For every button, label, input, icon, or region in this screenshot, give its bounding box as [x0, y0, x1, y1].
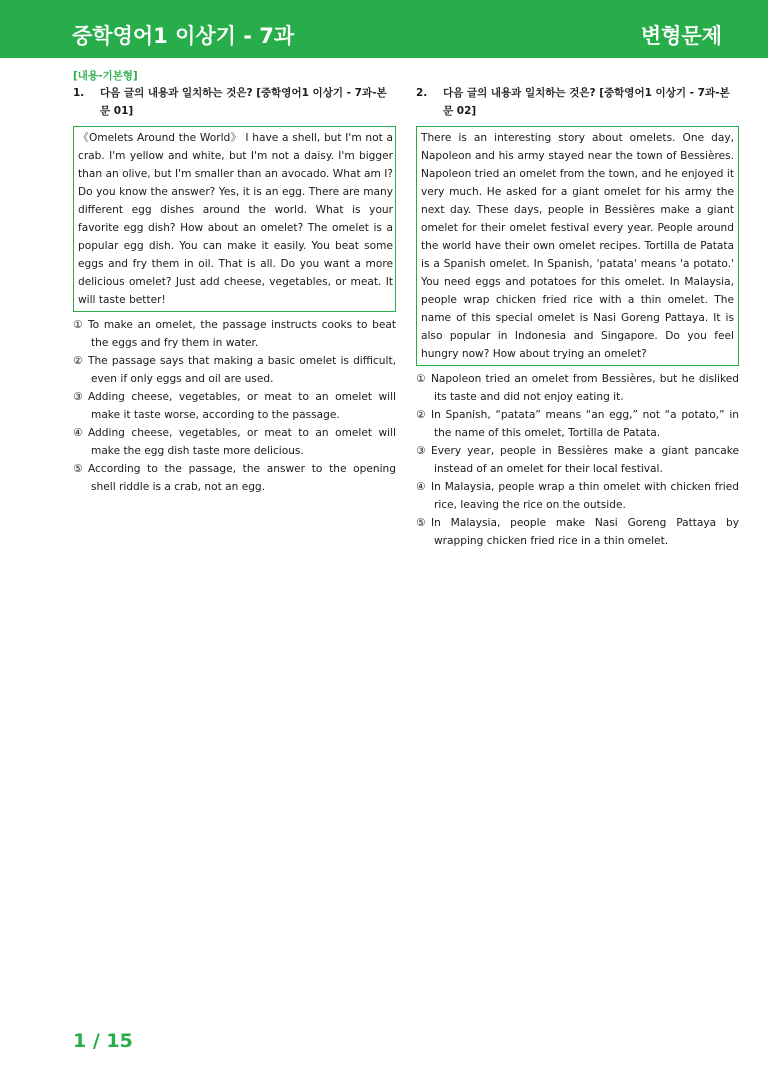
question-1 — [73, 84, 396, 512]
question-number: 1. — [73, 87, 85, 99]
question-header — [416, 84, 739, 120]
option-marker: ⑤ — [416, 517, 426, 529]
document-title: 중학영어1 이상기 - 7과 — [72, 24, 295, 48]
option-text: In Malaysia, people wrap a thin omelet with chicken fried rice, leaving the rice on the outside. — [431, 481, 739, 511]
answer-option[interactable] — [416, 514, 739, 550]
answer-option[interactable] — [416, 442, 739, 478]
option-marker: ② — [416, 409, 426, 421]
option-marker: ② — [73, 355, 83, 367]
option-text: Every year, people in Bessières make a giant pancake instead of an omelet for their local festival. — [431, 445, 739, 475]
question-prompt: 다음 글의 내용과 일치하는 것은? [중학영어1 이상기 - 7과-본문 01] — [100, 87, 387, 117]
option-text: Napoleon tried an omelet from Bessières, but he disliked its taste and did not enjoy eating it. — [431, 373, 739, 403]
page-number: 1 / 15 — [73, 1030, 133, 1052]
passage-box: There is an interesting story about omelets. One day, Napoleon and his army stayed near the town of Bessières. Napoleon tried an omelet from the town, and he enjoyed it very much. He asked for a giant omelet for his army the next day. These days, people in Bessières make a giant omelet for their omelet festival every year. People around the world have their own omelet recipes. Tortilla de Patata is a Spanish omelet. In Spanish, 'patata' means 'a potato.' You need eggs and potatoes for this omelet. In Malaysia, people wrap chicken fried rice with a thin omelet. The name of this special omelet is Nasi Goreng Pattaya. It is also popular in Indonesia and Singapore. Do you feel hungry now? How about trying an omelet? — [416, 126, 739, 366]
option-marker: ① — [73, 319, 83, 331]
option-marker: ⑤ — [73, 463, 83, 475]
option-text: According to the passage, the answer to the opening shell riddle is a crab, not an egg. — [88, 463, 396, 493]
option-marker: ③ — [73, 391, 83, 403]
answer-option[interactable] — [416, 406, 739, 442]
section-tag: [내용-기본형] — [73, 70, 138, 82]
option-text: To make an omelet, the passage instructs cooks to beat the eggs and fry them in water. — [88, 319, 396, 349]
option-marker: ④ — [73, 427, 83, 439]
option-text: In Malaysia, people make Nasi Goreng Pattaya by wrapping chicken fried rice in a thin omelet. — [431, 517, 739, 547]
question-2 — [416, 84, 739, 566]
question-prompt: 다음 글의 내용과 일치하는 것은? [중학영어1 이상기 - 7과-본문 02] — [443, 87, 730, 117]
option-text: Adding cheese, vegetables, or meat to an omelet will make the egg dish taste more delicious. — [88, 427, 396, 457]
page-header — [0, 0, 768, 58]
option-text: In Spanish, “patata” means “an egg,” not “a potato,” in the name of this omelet, Tortilla de Patata. — [431, 409, 739, 439]
answer-option[interactable] — [416, 478, 739, 514]
answer-option[interactable] — [73, 460, 396, 496]
option-text: Adding cheese, vegetables, or meat to an omelet will make it taste worse, according to the passage. — [88, 391, 396, 421]
answer-option[interactable] — [73, 316, 396, 352]
answer-options — [73, 316, 396, 496]
option-text: The passage says that making a basic omelet is difficult, even if only eggs and oil are used. — [88, 355, 396, 385]
question-header — [73, 84, 396, 120]
answer-option[interactable] — [73, 388, 396, 424]
option-marker: ① — [416, 373, 426, 385]
question-number: 2. — [416, 87, 428, 99]
document-type-label: 변형문제 — [640, 24, 722, 48]
answer-option[interactable] — [73, 424, 396, 460]
passage-box: 《Omelets Around the World》 I have a shell, but I'm not a crab. I'm yellow and white, but I'm not a daisy. I'm bigger than an olive, but I'm smaller than an avocado. What am I? Do you know the answer? Yes, it is an egg. There are many different egg dishes around the world. What is your favorite egg dish? How about an omelet? The omelet is a popular egg dish. You can make it easily. You beat some eggs and fry them in oil. That is all. Do you want a more delicious omelet? Just add cheese, vegetables, or meat. It will taste better! — [73, 126, 396, 312]
answer-option[interactable] — [73, 352, 396, 388]
option-marker: ③ — [416, 445, 426, 457]
answer-option[interactable] — [416, 370, 739, 406]
option-marker: ④ — [416, 481, 426, 493]
answer-options — [416, 370, 739, 550]
